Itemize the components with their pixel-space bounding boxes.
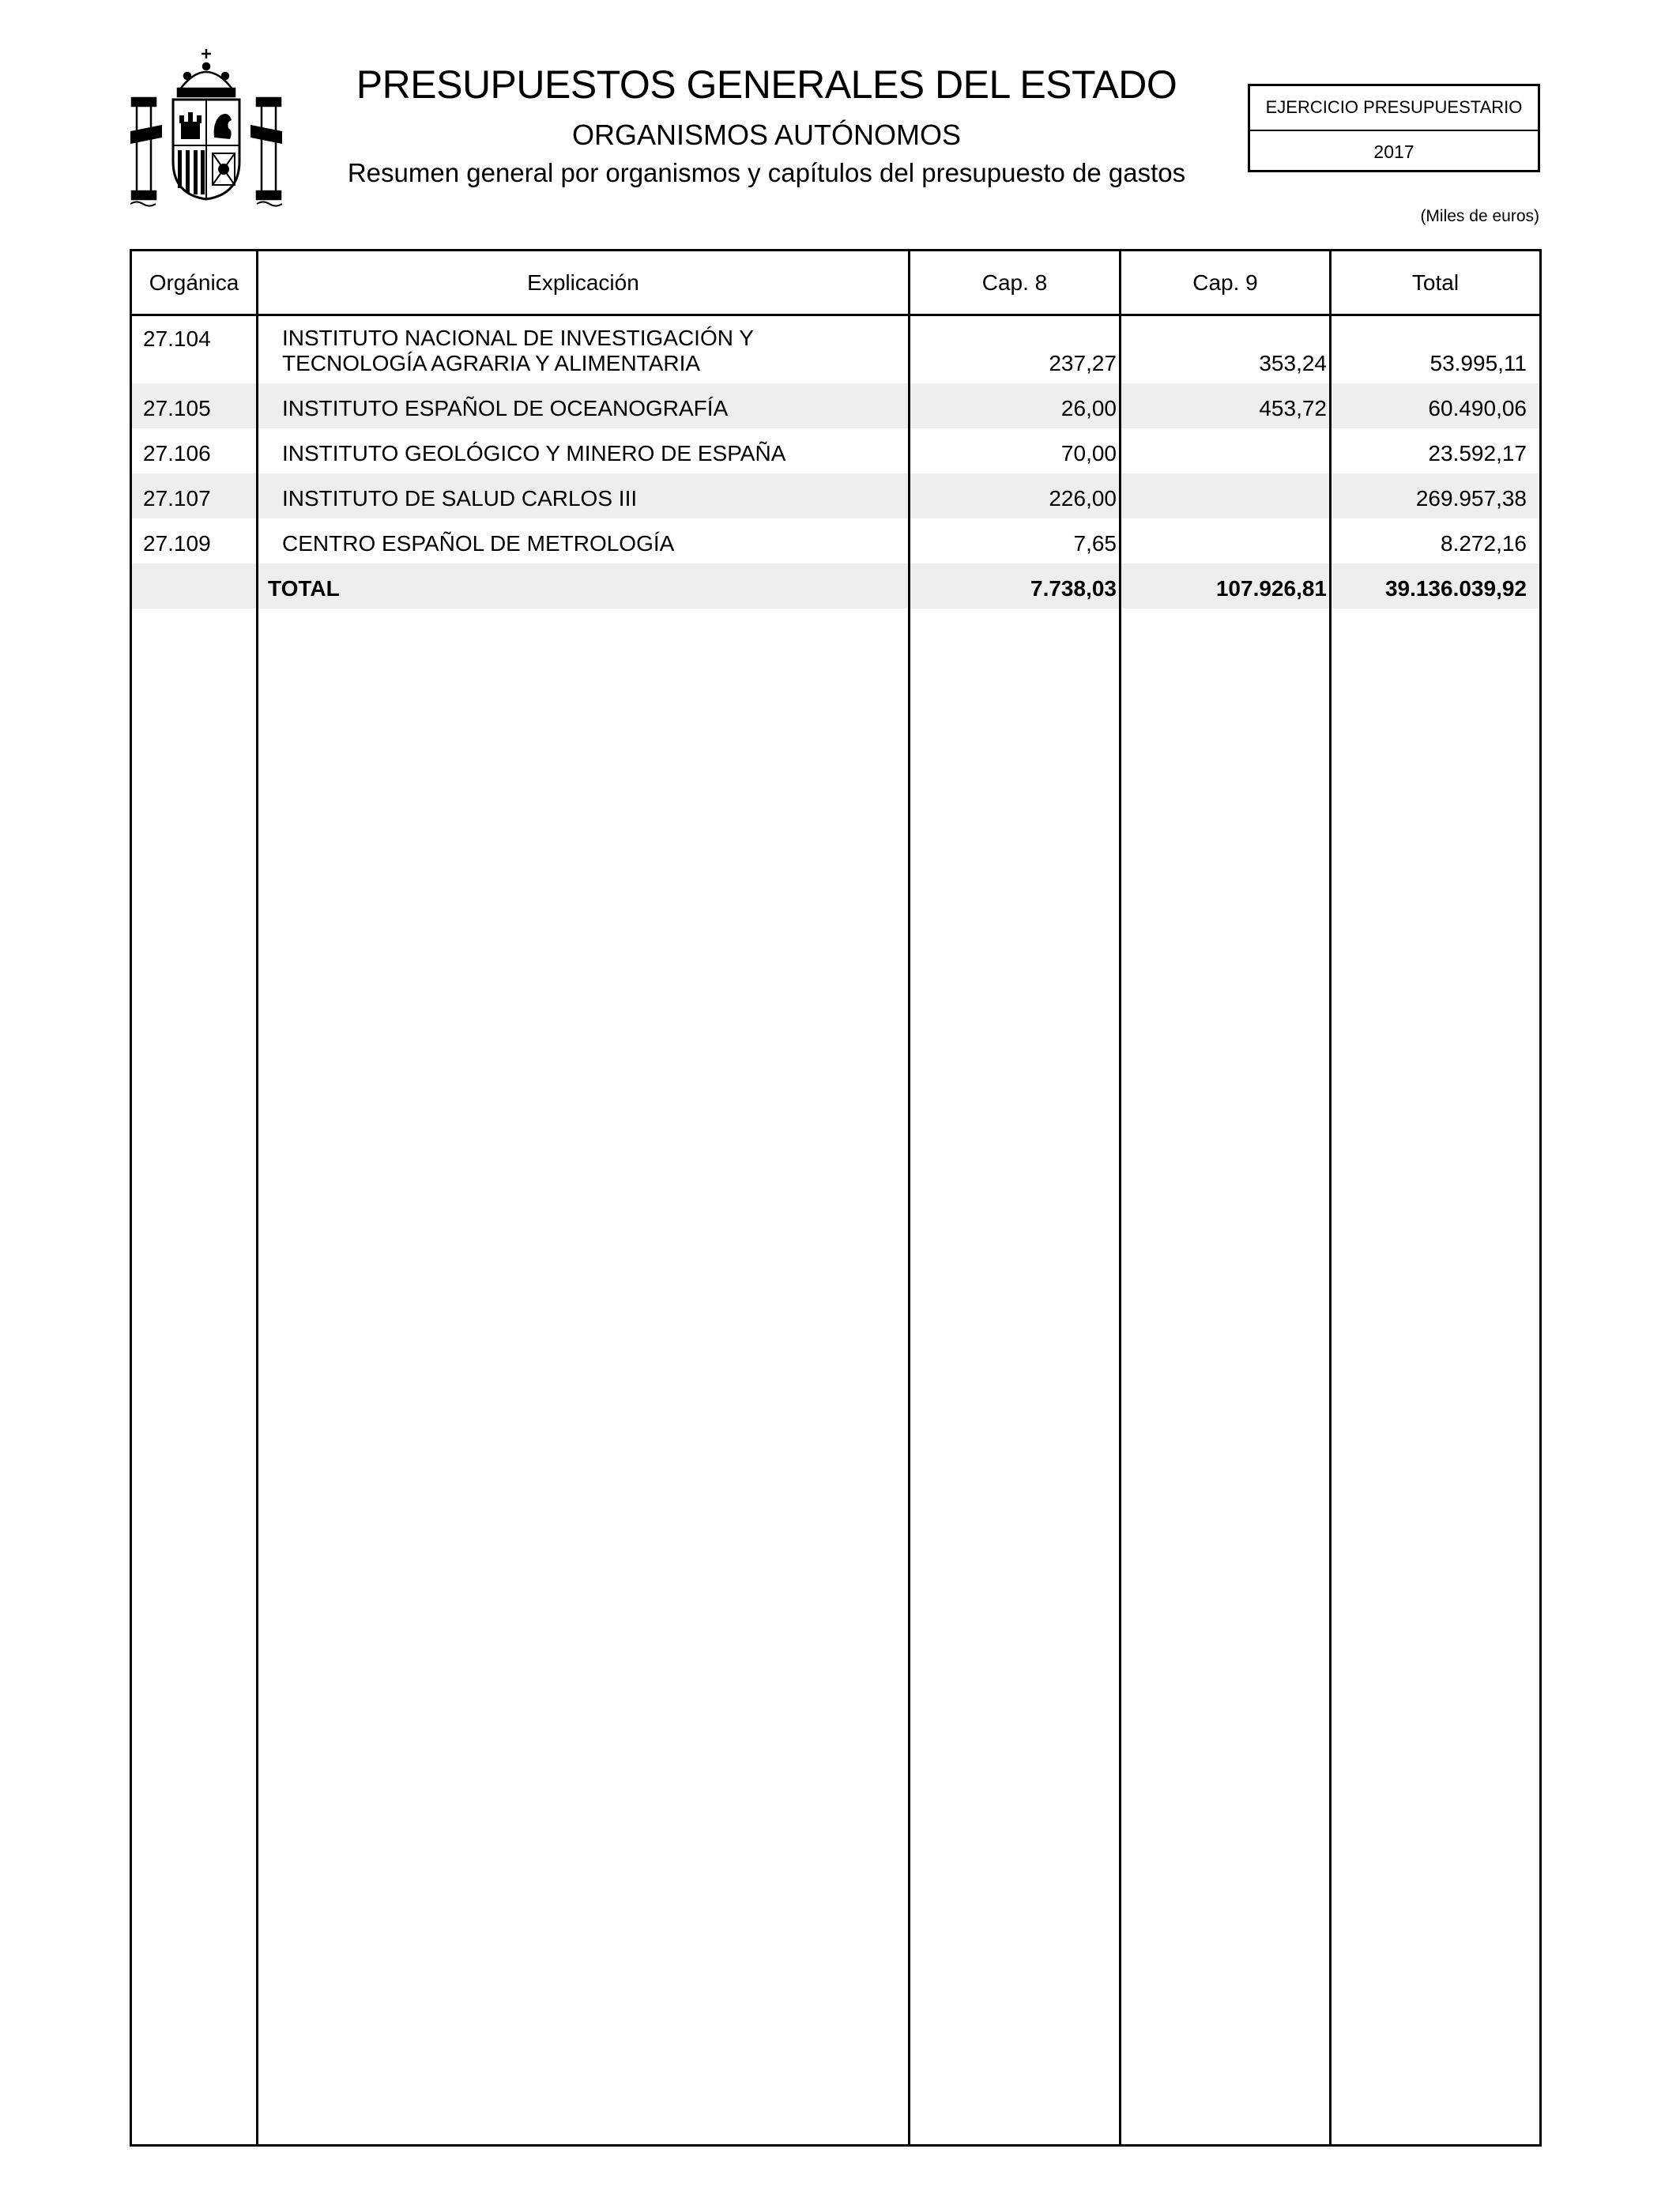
cell-organica: 27.104	[143, 326, 211, 351]
table-header	[132, 251, 1539, 316]
column-divider	[1119, 251, 1121, 2144]
cell-cap9: 353,24	[1259, 351, 1327, 375]
budget-table	[130, 249, 1542, 2147]
cell-total: 60.490,06	[1428, 396, 1527, 420]
cell-explicacion: INSTITUTO DE SALUD CARLOS III	[282, 486, 638, 511]
cell-cap8: 70,00	[1060, 441, 1117, 466]
cell-total: 23.592,17	[1428, 441, 1527, 466]
cell-explicacion-line1: INSTITUTO NACIONAL DE INVESTIGACIÓN Y	[282, 326, 754, 350]
coat-of-arms-logo	[130, 49, 282, 210]
column-header-organica: Orgánica	[149, 270, 239, 295]
cell-organica: 27.109	[143, 531, 211, 556]
table-row	[132, 473, 1539, 518]
document-subtitle: ORGANISMOS AUTÓNOMOS	[571, 119, 962, 151]
total-cap9: 107.926,81	[1215, 576, 1327, 601]
cell-cap8: 237,27	[1049, 351, 1117, 375]
cell-cap8: 26,00	[1060, 396, 1117, 420]
cell-explicacion: INSTITUTO ESPAÑOL DE OCEANOGRAFÍA	[282, 396, 729, 420]
cell-cap9: 453,72	[1259, 396, 1327, 420]
column-header-explicacion: Explicación	[527, 270, 639, 295]
table-row	[132, 428, 1539, 473]
column-header-cap9: Cap. 9	[1192, 270, 1258, 295]
units-label: (Miles de euros)	[1420, 207, 1539, 225]
column-header-cap8: Cap. 8	[981, 270, 1048, 295]
column-divider	[1329, 251, 1332, 2144]
ejercicio-label: EJERCICIO PRESUPUESTARIO	[1250, 86, 1538, 131]
table-row	[132, 518, 1539, 564]
document-title: PRESUPUESTOS GENERALES DEL ESTADO	[356, 62, 1177, 107]
table-row	[132, 316, 1539, 383]
cell-organica: 27.106	[143, 441, 211, 466]
column-divider	[908, 251, 910, 2144]
cell-total: 53.995,11	[1430, 351, 1527, 375]
ejercicio-year: 2017	[1373, 141, 1414, 162]
cell-explicacion: INSTITUTO GEOLÓGICO Y MINERO DE ESPAÑA	[282, 441, 786, 466]
cell-cap8: 226,00	[1049, 486, 1117, 511]
ejercicio-box	[1248, 84, 1540, 172]
cell-total: 269.957,38	[1415, 486, 1527, 511]
column-divider	[256, 251, 258, 2144]
cell-organica: 27.107	[143, 486, 211, 511]
total-total: 39.136.039,92	[1384, 576, 1527, 601]
cell-explicacion: CENTRO ESPAÑOL DE METROLOGÍA	[282, 531, 675, 556]
total-label: TOTAL	[268, 576, 340, 601]
cell-cap8: 7,65	[1073, 531, 1117, 556]
document-description: Resumen general por organismos y capítulos del presupuesto de gastos	[347, 158, 1186, 187]
table-total-row	[132, 564, 1539, 609]
cell-organica: 27.105	[143, 396, 211, 420]
table-row	[132, 383, 1539, 428]
total-cap8: 7.738,03	[1030, 576, 1117, 601]
cell-explicacion-line2: TECNOLOGÍA AGRARIA Y ALIMENTARIA	[282, 351, 701, 375]
cell-total: 8.272,16	[1441, 531, 1527, 556]
column-header-total: Total	[1411, 270, 1460, 295]
